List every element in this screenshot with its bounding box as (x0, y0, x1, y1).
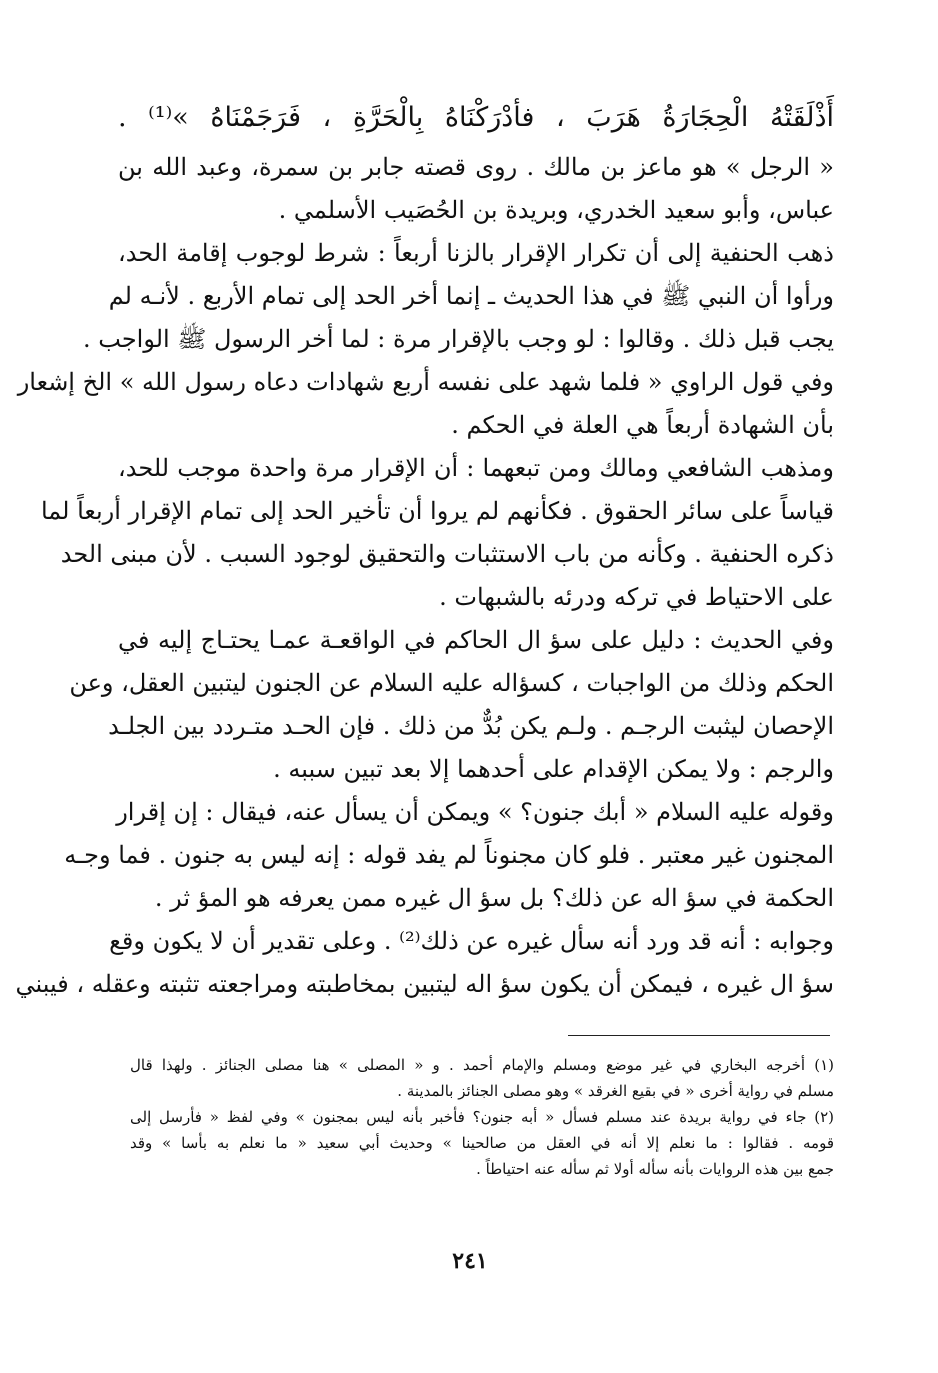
main-text (15, 90, 834, 1006)
text-line: وفي الحديث : دليل على سؤ ال الحاكم في الواقعـة عمـا يحتـاج إليه في (118, 626, 834, 654)
text-line: قياساً على سائر الحقوق . فكأنهم لم يروا أن تأخير الحد إلى تمام الإقرار أربعاً لما (40, 497, 834, 525)
text-line: وفي قول الراوي « فلما شهد على نفسه أربع شهادات دعاه رسول الله » الخ إشعار (17, 368, 834, 396)
footnote-divider (568, 1035, 830, 1036)
page-number: ٢٤١ (452, 1248, 488, 1274)
text-line: على الاحتياط في تركه ودرئه بالشبهات . (439, 583, 834, 611)
text-line: الإحصان ليثبت الرجـم . ولـم يكن بُدٌّ من ذلك . فإن الحـد متـردد بين الجلـد (108, 712, 834, 740)
text-line: ذهب الحنفية إلى أن تكرار الإقرار بالزنا أربعاً : شرط لوجوب إقامة الحد، (118, 239, 834, 267)
text-line: الحكمة في سؤ اله عن ذلك؟ بل سؤ ال غيره ممن يعرفه هو المؤ ثر . (154, 884, 834, 912)
footnote-line: قومه . فقالوا : ما نعلم إلا أنه في العقل من صالحينا » وحديث أبي سعيد « ما نعلم به بأسا » وقد (130, 1134, 834, 1152)
text-line: بأن الشهادة أربعاً هي العلة في الحكم . (451, 411, 834, 439)
footnote-line: (١) أخرجه البخاري في غير موضع ومسلم والإمام أحمد . و « المصلى » هنا مصلى الجنائز . ولهذا قال (130, 1056, 834, 1074)
text-line: يجب قبل ذلك . وقالوا : لو وجب بالإقرار مرة : لما أخر الرسول ﷺ الواجب . (83, 325, 834, 353)
text-line: المجنون غير معتبر . فلو كان مجنوناً لم يفد قوله : إنه ليس به جنون . فما وجـه (64, 841, 834, 869)
footnote-line: جمع بين هذه الروايات بأنه سأله أولا ثم سأله عنه احتياطاً . (476, 1160, 834, 1178)
text-line: عباس، وأبو سعيد الخدري، وبريدة بن الحُصَيب الأسلمي . (278, 196, 834, 224)
text-line: وقوله عليه السلام « أبك جنون؟ » ويمكن أن يسأل عنه، فيقال : إن إقرار (116, 798, 834, 826)
text-line: ورأوا أن النبي ﷺ في هذا الحديث ـ إنما أخر الحد إلى تمام الأربع . لأنـه لم (108, 282, 834, 310)
text-line: وجوابه : أنه قد ورد أنه سأل غيره عن ذلك⁽²⁾ . وعلى تقدير أن لا يكون وقع (109, 927, 834, 955)
footnote-line: (٢) جاء في رواية بريدة عند مسلم فسأل « أبه جنون؟ فأخبر بأنه ليس بمجنون » وفي لفظ « فأرسل إلى (130, 1108, 834, 1126)
hadith-verse-line: أَذْلَقَتْهُ الْحِجَارَةُ هَرَبَ ، فأدْرَكْنَاهُ بِالْحَرَّةِ ، فَرَجَمْنَاهُ »⁽¹⁾ . (118, 102, 834, 133)
text-line: سؤ ال غيره ، فيمكن أن يكون سؤ اله ليتبين بمخاطبته ومراجعته تثبته وعقله ، فيبني (15, 970, 834, 998)
footnote-line: مسلم في رواية أخرى « في بقيع الغرقد » وهو مصلى الجنائز بالمدينة . (397, 1082, 834, 1100)
footnotes (130, 1052, 834, 1182)
text-line: والرجم : ولا يمكن الإقدام على أحدهما إلا بعد تبين سببه . (273, 755, 834, 783)
text-line: ذكره الحنفية . وكأنه من باب الاستثبات والتحقيق لوجود السبب . لأن مبنى الحد (60, 540, 834, 568)
text-line: « الرجل » هو ماعز بن مالك . روى قصته جابر بن سمرة، وعبد الله بن (118, 153, 834, 181)
text-line: الحكم وذلك من الواجبات ، كسؤاله عليه السلام عن الجنون ليتبين العقل، وعن (69, 669, 834, 697)
text-line: ومذهب الشافعي ومالك ومن تبعهما : أن الإقرار مرة واحدة موجب للحد، (118, 454, 834, 482)
